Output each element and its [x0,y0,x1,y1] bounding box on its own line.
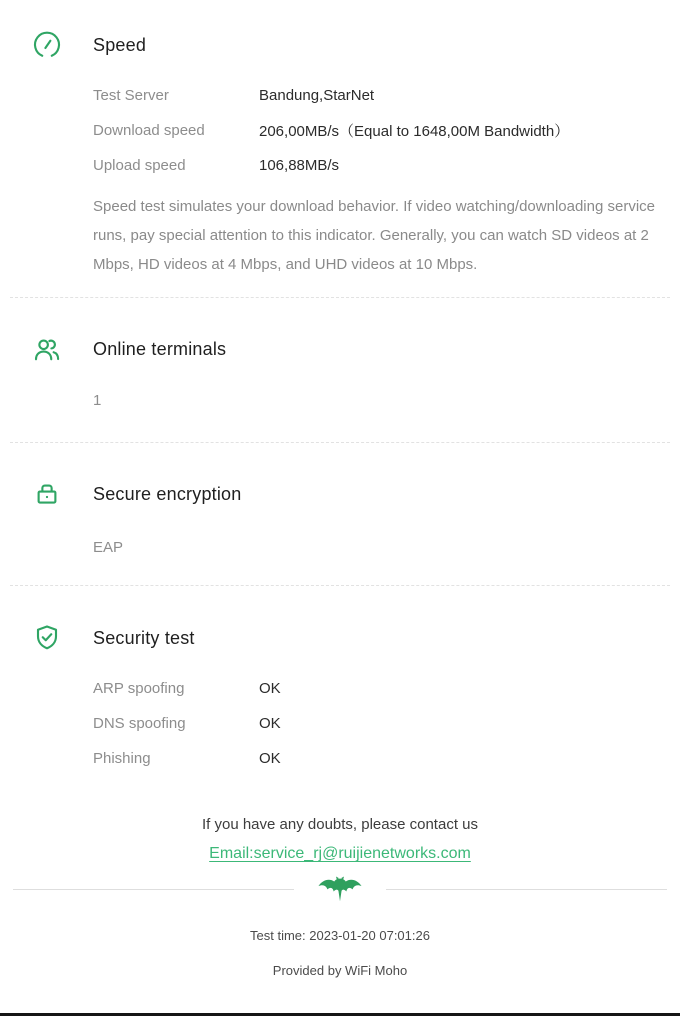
row-label: Test Server [93,87,169,104]
section-online-terminals [0,298,680,442]
row-label: Phishing [93,750,151,767]
section-title: Secure encryption [93,483,242,504]
footer [0,816,680,978]
row-label: Download speed [93,122,205,139]
section-secure-encryption [0,443,680,585]
speed-rows [93,78,655,183]
row-value: 206,00MB/s（Equal to 1648,00M Bandwidth） [259,123,570,140]
section-speed [0,0,680,297]
divider-line [386,889,667,890]
row-label: DNS spoofing [93,715,186,732]
table-row [93,78,655,113]
table-row [93,148,655,183]
row-label: Upload speed [93,157,186,174]
bottom-border-line [0,1013,680,1016]
row-value: OK [259,715,281,732]
divider-line [13,889,294,890]
section-header [32,30,655,60]
bat-logo-icon [294,874,386,904]
table-row [93,671,655,706]
row-value: Bandung,StarNet [259,87,375,104]
provided-by: Provided by WiFi Moho [272,963,408,978]
shield-check-icon [32,623,62,653]
section-header [32,623,655,653]
users-icon [32,334,62,364]
section-title: Security test [93,627,195,648]
table-row [93,113,655,148]
test-time: Test time: 2023-01-20 07:01:26 [250,928,430,943]
section-title: Online terminals [93,338,227,359]
contact-text: If you have any doubts, please contact us [201,816,478,833]
table-row [93,706,655,741]
email-line [0,845,680,863]
row-value: OK [259,750,281,767]
lock-icon [32,479,62,509]
footer-logo-divider [0,874,680,904]
table-row [93,741,655,776]
row-value: 106,88MB/s [259,157,340,174]
gauge-icon [32,30,62,60]
contact-email-link[interactable]: Email:service_rj@ruijienetworks.com [209,845,471,862]
section-header [32,479,655,509]
speed-note: Speed test simulates your download behavior. If video watching/downloading service runs, pay special attention to this indicator. Generally, you can watch SD videos at 2 Mbps, HD videos at 4 Mbps, and UHD videos at 10 Mbps. [93,198,656,273]
section-security-test [0,586,680,778]
row-label: ARP spoofing [93,680,185,697]
row-value: OK [259,680,281,697]
encryption-mode: EAP [93,539,124,556]
section-header [32,334,655,364]
terminals-count: 1 [93,392,102,409]
security-rows [93,671,655,776]
section-title: Speed [93,34,147,55]
